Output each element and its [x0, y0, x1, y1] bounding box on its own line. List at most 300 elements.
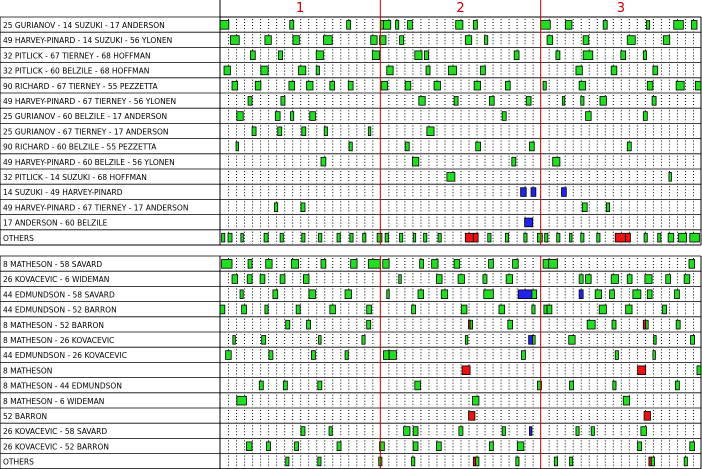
shift-bar [240, 290, 243, 299]
shift-bar [281, 97, 285, 106]
shift-bar [465, 233, 473, 242]
shift-bar [521, 351, 525, 360]
shift-bar [611, 66, 617, 75]
shift-bar [583, 36, 589, 45]
shift-bar [647, 290, 652, 299]
shift-bar [242, 305, 247, 314]
row-label: 90 RICHARD - 60 BELZILE - 55 PEZZETTA [3, 142, 157, 152]
shift-bar [638, 366, 646, 375]
shift-bar [318, 381, 322, 390]
shift-bar [351, 260, 357, 269]
shift-bar [615, 233, 625, 242]
shift-bar [641, 427, 647, 436]
shift-bar [224, 66, 230, 75]
shift-bar [237, 396, 247, 405]
shift-bar [408, 21, 413, 30]
shift-bar [233, 336, 236, 345]
shift-bar [600, 97, 606, 106]
shift-bar [264, 233, 268, 242]
shift-bar [621, 51, 626, 60]
shift-bar [222, 260, 232, 269]
shift-bar [246, 442, 252, 451]
shift-bar [283, 381, 287, 390]
shift-bar [368, 260, 380, 269]
row-label: OTHERS [3, 233, 34, 243]
row-label: 44 EDMUNDSON - 58 SAVARD [3, 290, 115, 300]
shift-bar [337, 233, 340, 242]
shift-bar [532, 290, 537, 299]
shift-bar [676, 320, 680, 329]
shift-bar [541, 21, 551, 30]
row-label: 44 EDMUNDSON - 52 BARRON [3, 305, 117, 315]
shift-bar [676, 81, 684, 90]
shift-bar [557, 233, 560, 242]
shift-bar [689, 260, 695, 269]
shift-bar [669, 173, 672, 182]
shift-bar [418, 290, 424, 299]
shift-bar [293, 36, 299, 45]
shift-bar [691, 336, 695, 345]
shift-bar [412, 305, 416, 314]
shift-bar [345, 351, 348, 360]
shift-bar [597, 233, 600, 242]
shift-bar [644, 233, 647, 242]
shift-bar [651, 457, 654, 466]
shift-bar [262, 336, 266, 345]
shift-bar [275, 203, 278, 212]
shift-bar [474, 81, 480, 90]
shift-bar [459, 427, 463, 436]
shift-bar [252, 127, 256, 136]
row-label: 90 RICHARD - 67 TIERNEY - 55 PEZZETTA [3, 81, 158, 91]
shift-bar [532, 305, 535, 314]
row-label: 8 MATHESON - 6 WIDEMAN [3, 396, 105, 406]
shift-bar [529, 336, 533, 345]
shift-bar [456, 21, 463, 30]
shift-bar [502, 427, 505, 436]
shift-bar [653, 351, 656, 360]
shift-bar [367, 305, 372, 314]
shift-bar [362, 336, 365, 345]
shift-bar [502, 112, 506, 121]
shift-bar [228, 233, 232, 242]
shift-bar [248, 260, 252, 269]
shift-bar [518, 290, 532, 299]
row-label: 14 SUZUKI - 49 HARVEY-PINARD [3, 188, 123, 198]
shift-bar [302, 127, 306, 136]
shift-bar [615, 351, 618, 360]
shift-bar [512, 157, 516, 166]
shift-bar [371, 36, 377, 45]
shift-bar [469, 412, 475, 421]
shift-bar [481, 66, 486, 75]
shift-bar [226, 351, 232, 360]
shift-bar [248, 97, 252, 106]
shift-bar [675, 290, 680, 299]
shift-bar [581, 233, 584, 242]
shift-bar [663, 36, 669, 45]
shift-bar [488, 233, 491, 242]
shift-bar [576, 66, 582, 75]
shift-bar [372, 51, 379, 60]
shift-bar [377, 233, 382, 242]
shift-bar [612, 320, 616, 329]
shift-bar [291, 260, 298, 269]
shift-bar [330, 305, 336, 314]
period-label: 3 [616, 1, 625, 16]
shift-bar [461, 305, 467, 314]
shift-bar [611, 275, 618, 284]
shift-bar [236, 142, 239, 151]
shift-bar [385, 233, 388, 242]
shift-bar [307, 320, 311, 329]
shift-bar [309, 290, 315, 299]
shift-bar [647, 81, 653, 90]
shift-bar [652, 97, 656, 106]
shift-bar [675, 381, 679, 390]
shift-bar [413, 442, 418, 451]
shift-bar [329, 427, 332, 436]
shift-bar [505, 81, 510, 90]
shift-bar [529, 142, 534, 151]
shift-bar [413, 233, 416, 242]
shift-bar [384, 351, 390, 360]
shift-bar [230, 36, 239, 45]
shift-bar [465, 336, 468, 345]
shift-bar [521, 188, 527, 197]
shift-bar [514, 51, 519, 60]
shift-bar [427, 127, 434, 136]
shift-bar [529, 427, 532, 436]
shift-bar [579, 290, 583, 299]
shift-bar [476, 457, 479, 466]
shift-bar [438, 233, 441, 242]
shift-bar [533, 336, 536, 345]
period-label: 2 [456, 1, 465, 16]
shift-bar [591, 427, 594, 436]
shift-bar [562, 97, 565, 106]
shift-bar [232, 81, 238, 90]
shift-bar [638, 442, 642, 451]
shift-bar [599, 305, 606, 314]
shift-bar [690, 442, 695, 451]
shift-bar [237, 112, 243, 121]
shift-bar [674, 21, 684, 30]
shift-bar [265, 305, 268, 314]
shift-bar [404, 427, 410, 436]
shift-bar [412, 157, 418, 166]
shift-bar [295, 442, 299, 451]
shift-bar [623, 396, 629, 405]
shift-bar [613, 381, 616, 390]
row-label: 49 HARVEY-PINARD - 60 BELZILE - 56 YLONEN [3, 157, 175, 167]
shift-bar [381, 81, 387, 90]
shift-bar [483, 275, 487, 284]
shift-bar [436, 442, 441, 451]
shift-bar [301, 203, 305, 212]
shift-bar [426, 66, 430, 75]
shift-bar [363, 233, 366, 242]
shift-bar [419, 97, 425, 106]
shift-bar [668, 233, 674, 242]
shift-bar [646, 21, 649, 30]
shift-bar [643, 112, 647, 121]
shift-bar [684, 275, 690, 284]
shift-bar [663, 305, 667, 314]
shift-bar [278, 127, 282, 136]
shift-bar [318, 457, 321, 466]
shift-bar [266, 442, 270, 451]
shift-bar [582, 203, 587, 212]
row-label: 26 KOVACEVIC - 6 WIDEMAN [3, 275, 110, 285]
shift-bar [247, 275, 252, 284]
shift-bar [643, 51, 646, 60]
shift-bar [586, 112, 592, 121]
shift-bar [275, 112, 280, 121]
shift-bar [316, 66, 319, 75]
shift-bar [570, 233, 573, 242]
shift-bar [684, 457, 687, 466]
shift-bar [473, 233, 478, 242]
shift-bar [269, 351, 273, 360]
shift-bar [627, 142, 631, 151]
shift-bar [586, 275, 592, 284]
row-label: 26 KOVACEVIC - 58 SAVARD [3, 427, 108, 437]
shift-bar [544, 305, 547, 314]
shift-bar [526, 97, 531, 106]
shift-bar [321, 157, 326, 166]
shift-bar [666, 275, 671, 284]
shift-bar [432, 260, 438, 269]
shift-bar [547, 36, 553, 45]
shift-bar [289, 81, 295, 90]
shift-bar [383, 260, 389, 269]
shift-bar [319, 336, 322, 345]
shift-bar [434, 81, 440, 90]
shift-bar [489, 260, 494, 269]
shift-bar [549, 260, 558, 269]
shift-bar [531, 188, 536, 197]
row-label: 32 PITLICK - 67 TIERNEY - 68 HOFFMAN [3, 51, 151, 61]
shift-bar [691, 21, 697, 30]
shift-bar [627, 275, 632, 284]
shift-bar [581, 97, 584, 106]
shift-bar [286, 457, 289, 466]
shift-bar [396, 21, 399, 30]
shift-bar [566, 21, 572, 30]
row-label: 8 MATHESON [3, 366, 53, 376]
shift-bar [485, 36, 488, 45]
shift-bar [389, 351, 396, 360]
shift-bar [367, 320, 371, 329]
shift-bar [595, 290, 601, 299]
row-label: 17 ANDERSON - 60 BELZILE [3, 218, 108, 228]
shift-bar [679, 233, 687, 242]
shift-bar [260, 275, 265, 284]
shift-bar [350, 233, 353, 242]
shift-bar [470, 320, 473, 329]
shift-bar [545, 233, 548, 242]
shift-bar [266, 260, 272, 269]
shift-bar [349, 142, 352, 151]
shift-bar [465, 36, 471, 45]
shift-bar [222, 233, 225, 242]
shift-bar [330, 81, 335, 90]
shift-bar [517, 442, 523, 451]
shift-bar [324, 127, 327, 136]
shift-bar [627, 36, 635, 45]
shift-bar [516, 457, 519, 466]
shift-bar [321, 260, 326, 269]
shift-bar [323, 36, 332, 45]
shift-bar [579, 81, 585, 90]
shift-bar [570, 457, 573, 466]
row-label: OTHERS [3, 457, 34, 467]
shift-bar [307, 81, 313, 90]
shift-bar [633, 290, 641, 299]
shift-bar [348, 81, 353, 90]
shift-bar [280, 233, 283, 242]
shift-bar [296, 305, 300, 314]
shift-bar [399, 275, 402, 284]
shift-bar [525, 218, 533, 227]
shift-bar [279, 51, 283, 60]
shift-bar [603, 21, 607, 30]
shift-bar [570, 381, 574, 390]
row-label: 26 KOVACEVIC - 52 BARRON [3, 442, 110, 452]
shift-bar [265, 36, 271, 45]
shift-bar [368, 127, 371, 136]
shift-bar [424, 233, 427, 242]
shift-bar [436, 275, 442, 284]
shift-bar [476, 142, 481, 151]
shift-bar [537, 233, 542, 242]
shift-bar [412, 457, 415, 466]
shift-bar [489, 442, 493, 451]
row-label: 49 HARVEY-PINARD - 14 SUZUKI - 56 YLONEN [3, 36, 173, 46]
shift-bar [255, 81, 261, 90]
shift-bar [413, 427, 418, 436]
shift-bar [316, 51, 323, 60]
shift-bar [301, 427, 305, 436]
shift-bar [658, 233, 661, 242]
shift-bar [291, 112, 294, 121]
shift-bar [347, 21, 351, 30]
shift-bar [697, 366, 701, 375]
row-label: 52 BARRON [3, 412, 48, 421]
shift-bar [583, 51, 593, 60]
shift-bar [415, 51, 422, 60]
shift-bar [387, 66, 393, 75]
row-label: 8 MATHESON - 58 SAVARD [3, 260, 103, 269]
row-label: 8 MATHESON - 52 BARRON [3, 320, 105, 330]
shift-bar [311, 351, 315, 360]
shift-bar [286, 320, 290, 329]
shift-bar [556, 51, 560, 60]
shift-bar [299, 66, 306, 75]
shift-bar [499, 305, 505, 314]
shift-bar [454, 260, 460, 269]
shift-bar [458, 275, 464, 284]
row-label: 8 MATHESON - 26 KOVACEVIC [3, 336, 115, 345]
shift-bar [654, 336, 657, 345]
shift-bar [644, 412, 650, 421]
shift-bar [645, 275, 652, 284]
shift-bar [646, 320, 649, 329]
shift-bar [345, 290, 351, 299]
shift-bar [576, 427, 579, 436]
shift-bar [405, 81, 411, 90]
shift-bar [690, 233, 700, 242]
shift-bar [447, 173, 455, 182]
shift-bar [261, 66, 268, 75]
shift-bar [462, 366, 470, 375]
shift-bar [302, 233, 305, 242]
shift-bar [473, 396, 479, 405]
shift-bar [562, 188, 567, 197]
shift-bar [513, 260, 519, 269]
shift-bar [384, 21, 391, 30]
shift-bar [424, 51, 428, 60]
shift-bar [554, 457, 557, 466]
shift-bar [250, 51, 255, 60]
shift-bar [553, 157, 560, 166]
shift-bar [400, 233, 403, 242]
shift-bar [387, 290, 390, 299]
shift-bar [448, 66, 456, 75]
shift-bar [606, 203, 609, 212]
shift-bar [232, 275, 238, 284]
row-label: 25 GURIANOV - 67 TIERNEY - 17 ANDERSON [3, 127, 169, 137]
shift-bar [454, 97, 458, 106]
shift-bar [337, 442, 341, 451]
shift-bar [569, 336, 575, 345]
row-label: 44 EDMUNDSON - 26 KOVACEVIC [3, 351, 127, 361]
shift-bar [484, 290, 494, 299]
shift-bar [543, 81, 546, 90]
row-label: 25 GURIANOV - 14 SUZUKI - 17 ANDERSON [3, 21, 165, 30]
shift-bar [280, 275, 285, 284]
row-label: 49 HARVEY-PINARD - 67 TIERNEY - 56 YLONEN [3, 97, 177, 106]
shift-bar [415, 381, 421, 390]
shift-bar [543, 260, 549, 269]
shift-bar [626, 233, 631, 242]
shift-bar [610, 290, 615, 299]
shift-bar [653, 66, 658, 75]
period-label: 1 [296, 1, 305, 16]
shift-bar [489, 97, 494, 106]
shift-bar [400, 36, 404, 45]
shift-bar [506, 275, 512, 284]
shift-bar [524, 233, 527, 242]
shift-bar [508, 320, 513, 329]
row-label: 32 PITLICK - 60 BELZILE - 68 HOFFMAN [3, 66, 150, 76]
shift-bar [290, 21, 294, 30]
shift-bar [695, 81, 701, 90]
shift-bar [547, 305, 552, 314]
row-label: 8 MATHESON - 44 EDMUNDSON [3, 381, 122, 391]
shift-bar [241, 233, 244, 242]
shift-bar [220, 21, 229, 30]
shift-bar [319, 233, 322, 242]
row-label: 49 HARVEY-PINARD - 67 TIERNEY - 17 ANDERSON [3, 203, 189, 213]
shift-bar [587, 320, 595, 329]
shift-bar [579, 275, 583, 284]
shift-bar [310, 112, 316, 121]
shift-bar [220, 305, 225, 314]
shift-bar [441, 290, 447, 299]
shift-bar [273, 290, 278, 299]
